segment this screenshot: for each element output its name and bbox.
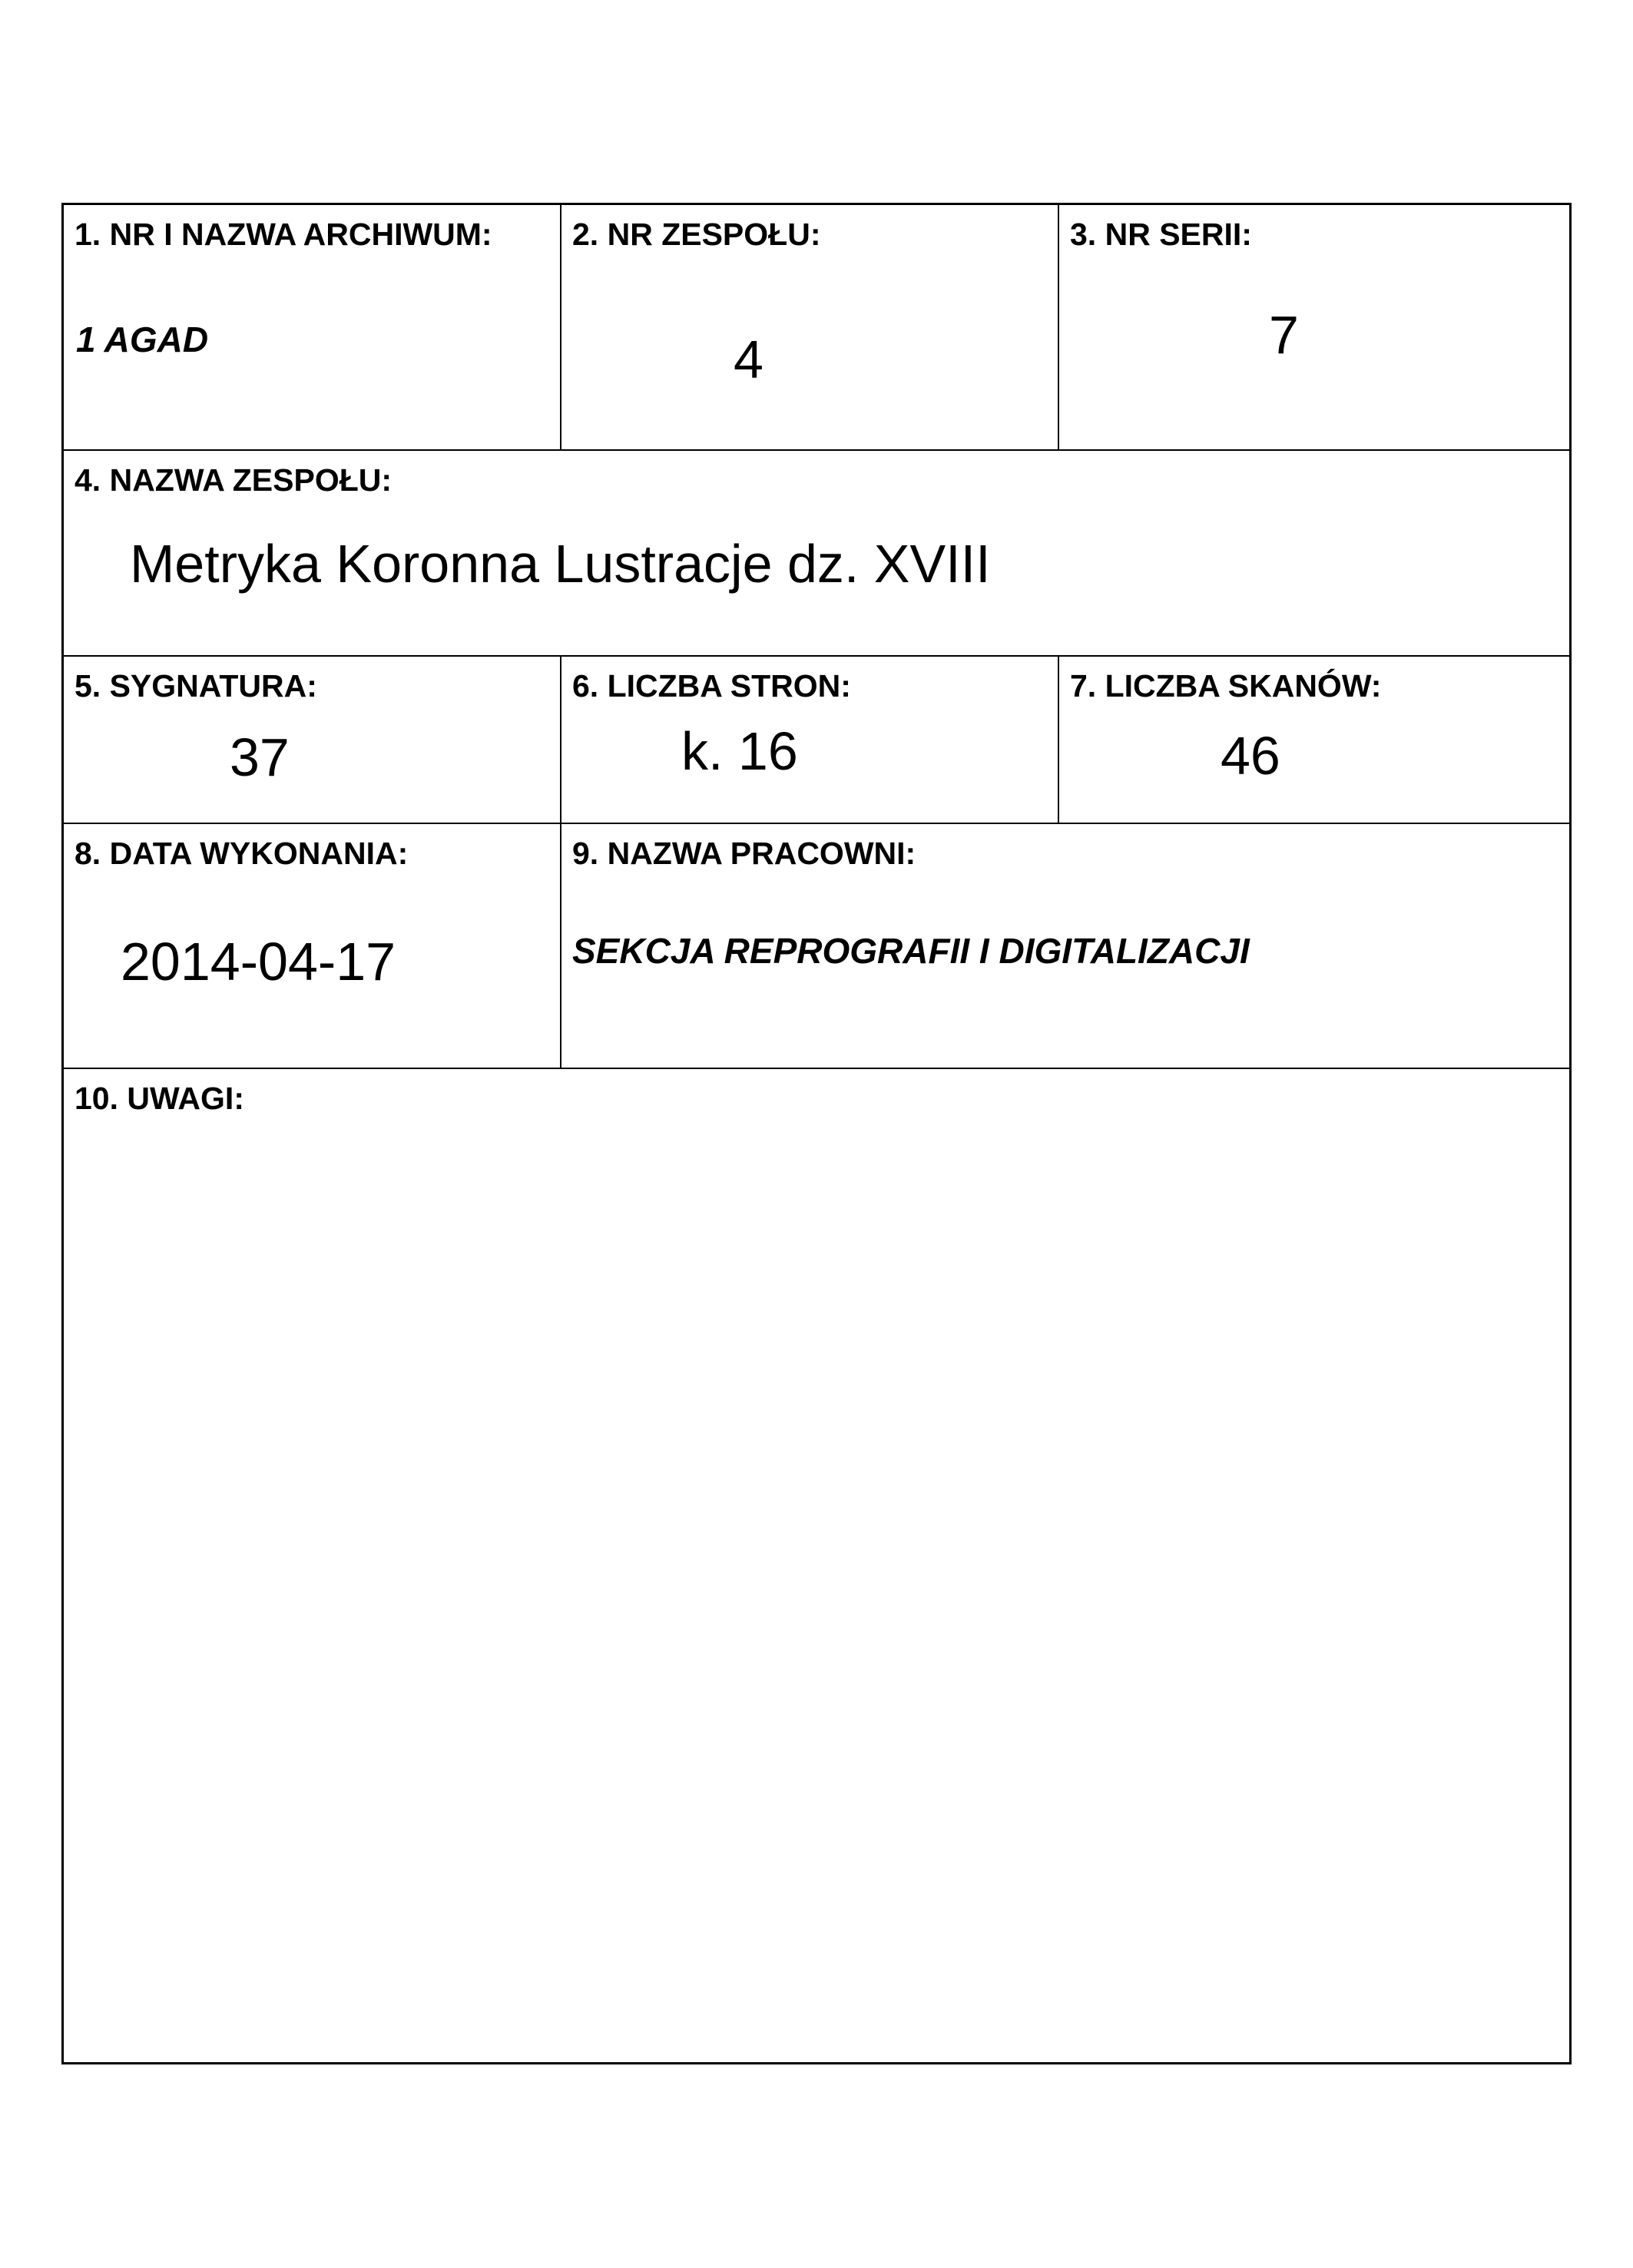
signature-label: 5. SYGNATURA: bbox=[75, 668, 317, 704]
date-value: 2014-04-17 bbox=[121, 932, 396, 992]
signature-value: 37 bbox=[230, 727, 290, 787]
date-cell bbox=[64, 824, 560, 1068]
fonds-number-cell bbox=[561, 205, 1058, 449]
scan-count-cell bbox=[1059, 657, 1569, 823]
page-count-cell bbox=[561, 657, 1058, 823]
metadata-form bbox=[61, 203, 1572, 2064]
archive-value: 1 AGAD bbox=[76, 320, 209, 359]
scan-count-label: 7. LICZBA SKANÓW: bbox=[1070, 668, 1382, 704]
signature-cell bbox=[64, 657, 560, 823]
page-count-value: k. 16 bbox=[681, 721, 798, 781]
fonds-name-cell bbox=[64, 451, 1569, 655]
series-number-label: 3. NR SERII: bbox=[1070, 217, 1252, 252]
date-label: 8. DATA WYKONANIA: bbox=[75, 836, 409, 871]
fonds-name-value: Metryka Koronna Lustracje dz. XVIII bbox=[130, 534, 991, 594]
fonds-name-label: 4. NAZWA ZESPOŁU: bbox=[75, 462, 393, 498]
workshop-label: 9. NAZWA PRACOWNI: bbox=[572, 836, 916, 871]
fonds-number-label: 2. NR ZESPOŁU: bbox=[572, 217, 821, 252]
series-number-value: 7 bbox=[1269, 305, 1299, 365]
series-number-cell bbox=[1059, 205, 1569, 449]
fonds-number-value: 4 bbox=[734, 329, 764, 389]
workshop-value: SEKCJA REPROGRAFII I DIGITALIZACJI bbox=[572, 931, 1250, 971]
page-count-label: 6. LICZBA STRON: bbox=[572, 668, 851, 704]
scan-count-value: 46 bbox=[1221, 726, 1280, 786]
notes-cell bbox=[64, 1069, 1569, 2062]
archive-label: 1. NR I NAZWA ARCHIWUM: bbox=[75, 217, 492, 252]
notes-label: 10. UWAGI: bbox=[75, 1081, 244, 1116]
workshop-cell bbox=[561, 824, 1569, 1068]
archive-cell bbox=[64, 205, 560, 449]
